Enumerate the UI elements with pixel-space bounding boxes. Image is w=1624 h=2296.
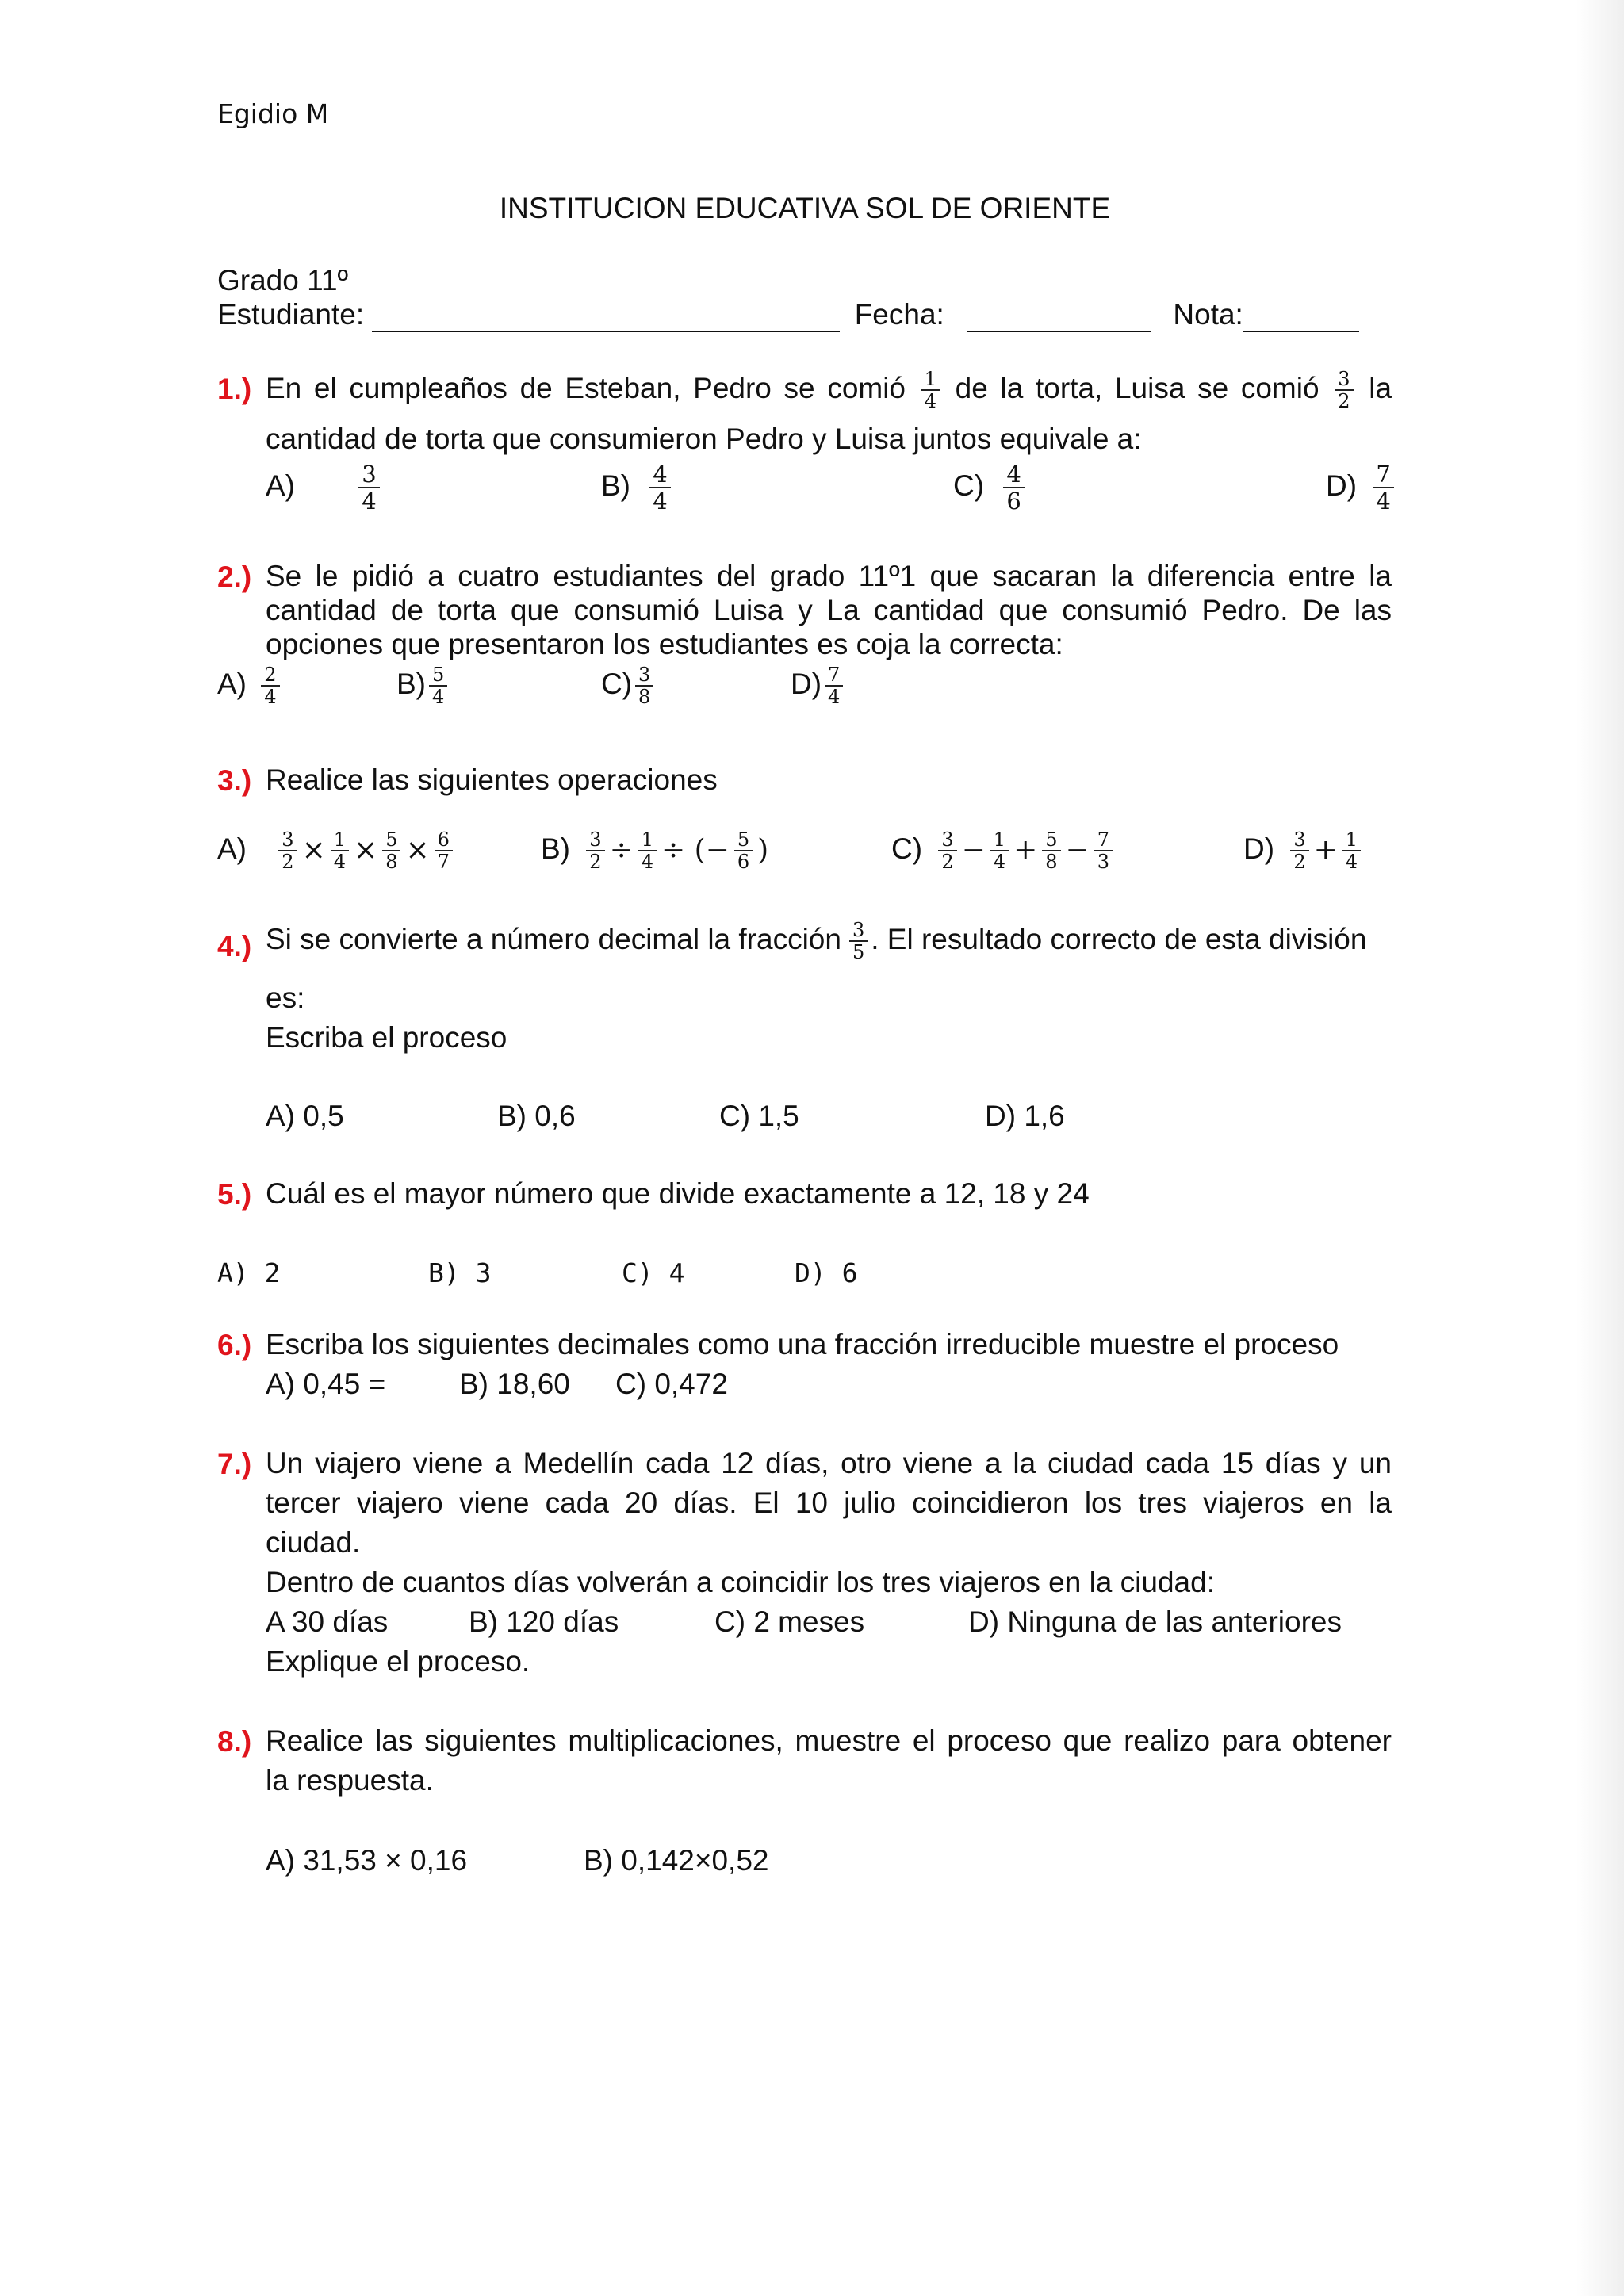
grade-score-label: Nota: [1173,298,1243,331]
student-label: Estudiante: [217,298,365,331]
q5-option-c[interactable]: C) 4 [622,1257,685,1288]
q8-line1: Realice las siguientes multiplicaciones, muestre el proceso que realizo para obtener [266,1724,1392,1757]
page-edge-shadow [1576,0,1624,2296]
q8-option-b[interactable]: B) 0,142×0,52 [584,1844,769,1877]
q6-option-b[interactable]: B) 18,60 [459,1368,570,1400]
q1-number: 1.) [217,373,252,405]
q3-op-b[interactable]: B) $\frac{3}{2}$ ÷ $\frac{1}{4}$ ÷ (− $\frac{5}{6}$ ) [541,828,769,873]
q2-option-b[interactable]: B) $\frac{5}{4}$ [396,664,450,707]
q7-number: 7.) [217,1448,252,1480]
q2-option-a[interactable]: A) $\frac{2}{4}$ [217,664,283,707]
q4-fraction: $\frac{3}{5}$ [849,920,868,962]
q2-line2: cantidad de torta que consumió Luisa y La cantidad que consumió Pedro. De las [266,594,1392,626]
q1-fraction-pedro: $\frac{1}{4}$ [921,369,940,411]
q7-option-b[interactable]: B) 120 días [469,1605,619,1638]
q1-option-d[interactable]: D) $\frac{7}{4}$ [1326,461,1397,514]
q8-option-a[interactable]: A) 31,53 × 0,16 [266,1844,468,1877]
q6-option-a[interactable]: A) 0,45 = [266,1368,386,1400]
q3-op-d-label: D) [1243,832,1275,865]
q1-text-b: de la torta, Luisa se comió [955,371,1320,404]
q4-option-b[interactable]: B) 0,6 [497,1100,576,1132]
q1-text-a: En el cumpleaños de Esteban, Pedro se comió [266,371,906,404]
q1-fraction-luisa: $\frac{3}{2}$ [1335,369,1353,411]
q3-op-b-label: B) [541,832,570,865]
q7-line2: tercer viajero viene cada 20 días. El 10 julio coincidieron los tres viajeros en la [266,1487,1392,1519]
q3-op-a[interactable]: A) $\frac{3}{2}$ × $\frac{1}{4}$ × $\frac{5}{8}$ × $\frac{6}{7}$ [217,829,456,872]
q2-option-c[interactable]: C) $\frac{3}{8}$ [601,664,657,707]
q1-line1 [266,369,1392,411]
author-name: Egidio M [217,98,329,129]
q8-line2: la respuesta. [266,1764,434,1797]
q1-option-a[interactable]: A) $\frac{3}{4}$ [266,461,383,514]
q2-line1: Se le pidió a cuatro estudiantes del grado 11º1 que sacaran la diferencia entre la [266,560,1392,592]
date-blank[interactable] [967,304,1151,332]
q2-number: 2.) [217,561,252,593]
q3-number: 3.) [217,764,252,797]
q5-text: Cuál es el mayor número que divide exactamente a 12, 18 y 24 [266,1177,1090,1210]
q8-number: 8.) [217,1725,252,1758]
student-line [217,297,1359,332]
q1-option-b[interactable]: B) $\frac{4}{4}$ [601,461,674,514]
q6-text: Escriba los siguientes decimales como una fracción irreducible muestre el proceso [266,1328,1339,1360]
q3-text: Realice las siguientes operaciones [266,763,718,796]
q7-option-a[interactable]: A 30 días [266,1605,389,1638]
q4-number: 4.) [217,930,252,962]
q7-option-c[interactable]: C) 2 meses [714,1605,865,1638]
date-label: Fecha: [854,298,944,331]
q5-option-d[interactable]: D) 6 [795,1257,858,1288]
q2-line3: opciones que presentaron los estudiantes es coja la correcta: [266,628,1063,660]
grade-score-blank[interactable] [1243,304,1359,332]
q7-line3: ciudad. [266,1526,361,1559]
school-title: INSTITUCION EDUCATIVA SOL DE ORIENTE [499,192,1111,224]
grade-label: Grado 11º [217,264,349,297]
q7-line6: Explique el proceso. [266,1645,530,1678]
q2-option-d[interactable]: D) $\frac{7}{4}$ [791,664,846,707]
q7-line4: Dentro de cuantos días volverán a coincidir los tres viajeros en la ciudad: [266,1566,1215,1598]
q4-option-d[interactable]: D) 1,6 [985,1100,1065,1132]
q5-number: 5.) [217,1178,252,1211]
q1-line2: cantidad de torta que consumieron Pedro y Luisa juntos equivale a: [266,423,1142,455]
q3-op-c-label: C) [891,832,923,865]
q4-line1: Si se convierte a número decimal la fracción $\frac{3}{5}$ . El resultado correcto de esta división [266,919,1367,963]
q1-option-c[interactable]: C) $\frac{4}{6}$ [953,461,1028,514]
q4-line3: Escriba el proceso [266,1021,508,1054]
q6-option-c[interactable]: C) 0,472 [615,1368,728,1400]
q7-line1: Un viajero viene a Medellín cada 12 días, otro viene a la ciudad cada 15 días y un [266,1447,1392,1479]
q4-option-a[interactable]: A) 0,5 [266,1100,344,1132]
q5-option-b[interactable]: B) 3 [428,1257,492,1288]
q4-line2: es: [266,982,305,1014]
q3-op-c[interactable]: C) $\frac{3}{2}$ − $\frac{1}{4}$ + $\frac{5}{8}$ − $\frac{7}{3}$ [891,829,1116,872]
q6-number: 6.) [217,1329,252,1361]
student-blank[interactable] [372,304,840,332]
q4-option-c[interactable]: C) 1,5 [719,1100,799,1132]
q3-op-a-label: A) [217,832,247,865]
q3-op-d[interactable]: D) $\frac{3}{2}$ + $\frac{1}{4}$ [1243,829,1364,872]
q5-option-a[interactable]: A) 2 [217,1257,281,1288]
q1-text-c: la [1369,371,1392,404]
q7-option-d[interactable]: D) Ninguna de las anteriores [968,1605,1342,1638]
